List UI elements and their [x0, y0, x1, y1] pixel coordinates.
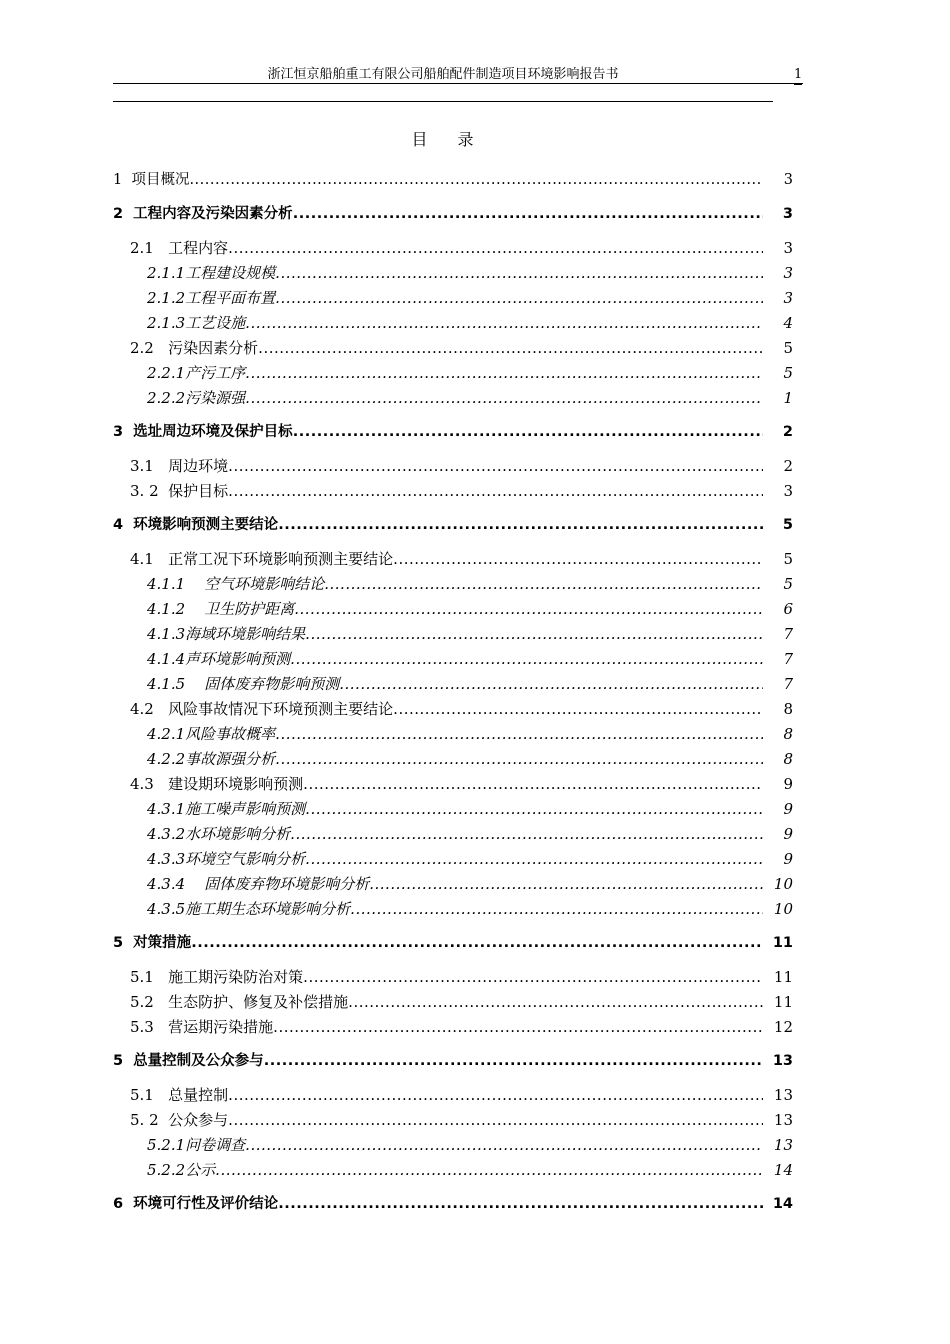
toc-entry-page: 13 — [773, 1111, 793, 1129]
toc-dot-leader — [393, 547, 763, 572]
toc-entry-page: 11 — [773, 968, 793, 986]
toc-dot-leader — [273, 1015, 763, 1040]
toc-dot-leader — [245, 386, 763, 411]
toc-dot-leader — [228, 1108, 763, 1133]
toc-entry-label: 5.2 生态防护、修复及补偿措施 — [130, 993, 349, 1011]
toc-entry-label: 6 环境可行性及评价结论 — [113, 1196, 279, 1212]
toc-dot-leader — [293, 420, 763, 445]
toc-entry[interactable] — [113, 965, 803, 990]
toc-entry-label: 3.1 周边环境 — [130, 457, 229, 475]
toc-entry-label: 4.3.3环境空气影响分析 — [147, 850, 306, 868]
toc-dot-leader — [303, 772, 763, 797]
toc-entry[interactable] — [113, 1158, 803, 1183]
toc-entry-page: 14 — [772, 1196, 793, 1212]
toc-entry[interactable] — [113, 311, 803, 336]
toc-entry-label: 2.1 工程内容 — [130, 239, 229, 257]
toc-entry-page: 3 — [782, 206, 793, 222]
toc-entry-page: 8 — [783, 700, 793, 718]
toc-dot-leader — [348, 990, 763, 1015]
toc-entry-label: 2.1.2工程平面布置 — [147, 289, 276, 307]
toc-entry-label: 2.2.2污染源强 — [147, 389, 246, 407]
toc-entry-page: 2 — [782, 424, 793, 440]
toc-dot-leader — [275, 747, 763, 772]
toc-entry-label: 1 项目概况 — [113, 172, 190, 188]
toc-dot-leader — [369, 872, 763, 897]
toc-dot-leader — [303, 965, 763, 990]
toc-entry-page: 3 — [783, 289, 793, 307]
toc-dot-leader — [228, 1083, 763, 1108]
toc-entry-label: 2.1.1工程建设规模 — [147, 264, 276, 282]
toc-entry-page: 12 — [773, 1018, 793, 1036]
toc-entry[interactable] — [113, 1108, 803, 1133]
toc-entry[interactable] — [113, 931, 803, 956]
toc-entry-page: 8 — [783, 725, 793, 743]
toc-dot-leader — [228, 236, 763, 261]
toc-entry-page: 13 — [773, 1136, 793, 1154]
toc-entry[interactable] — [113, 597, 803, 622]
toc-dot-leader — [191, 931, 763, 956]
toc-entry-label: 4.2.2事故源强分析 — [147, 750, 276, 768]
toc-entry-label: 5. 2 公众参与 — [130, 1111, 229, 1129]
toc-entry-page: 11 — [772, 935, 793, 951]
toc-entry[interactable] — [113, 872, 803, 897]
toc-entry[interactable] — [113, 1049, 803, 1074]
toc-entry[interactable] — [113, 361, 803, 386]
toc-dot-leader — [264, 1049, 763, 1074]
toc-entry-label: 3. 2 保护目标 — [130, 482, 229, 500]
toc-dot-leader — [245, 1133, 763, 1158]
toc-entry-page: 5 — [783, 550, 793, 568]
toc-entry[interactable] — [113, 479, 803, 504]
toc-entry-page: 7 — [783, 650, 793, 668]
toc-entry-page: 7 — [783, 675, 793, 693]
toc-dot-leader — [258, 336, 763, 361]
toc-dot-leader — [305, 622, 763, 647]
toc-entry-label: 4 环境影响预测主要结论 — [113, 517, 279, 533]
toc-entry-label: 4.3.1施工噪声影响预测 — [147, 800, 306, 818]
header-rule — [113, 83, 803, 84]
toc-entry[interactable] — [113, 261, 803, 286]
toc-entry[interactable] — [113, 847, 803, 872]
toc-entry-label: 2 工程内容及污染因素分析 — [113, 206, 293, 222]
toc-entry-label: 5.1 总量控制 — [130, 1086, 229, 1104]
toc-entry-label: 4.1.4声环境影响预测 — [147, 650, 291, 668]
toc-entry-label: 4.2 风险事故情况下环境预测主要结论 — [130, 700, 394, 718]
toc-entry[interactable] — [113, 386, 803, 411]
toc-entry-page: 10 — [773, 900, 793, 918]
toc-dot-leader — [215, 1158, 763, 1183]
toc-entry-label: 5 总量控制及公众参与 — [113, 1053, 264, 1069]
header-title: 浙江恒京船舶重工有限公司船舶配件制造项目环境影响报告书 — [267, 67, 619, 82]
toc-entry[interactable] — [113, 572, 803, 597]
toc-entry-page: 5 — [783, 339, 793, 357]
toc-entry-page: 5 — [783, 575, 793, 593]
toc-entry[interactable] — [113, 797, 803, 822]
toc-dot-leader — [350, 897, 763, 922]
toc-entry-page: 9 — [783, 825, 793, 843]
page-header — [113, 66, 803, 88]
toc-dot-leader — [294, 597, 763, 622]
toc-entry[interactable] — [113, 672, 803, 697]
toc-dot-leader — [275, 722, 763, 747]
toc-entry-label: 3 选址周边环境及保护目标 — [113, 424, 293, 440]
toc-entry-page: 3 — [783, 264, 793, 282]
toc-dot-leader — [305, 797, 763, 822]
toc-dot-leader — [245, 361, 763, 386]
toc-entry-label: 4.1.2 卫生防护距离 — [147, 600, 295, 618]
toc-entry-page: 1 — [783, 389, 793, 407]
toc-entry-page: 3 — [783, 172, 793, 188]
toc-entry-page: 6 — [783, 600, 793, 618]
toc-entry[interactable] — [113, 1015, 803, 1040]
toc-entry-label: 4.1 正常工况下环境影响预测主要结论 — [130, 550, 394, 568]
table-of-contents — [113, 168, 803, 1226]
toc-dot-leader — [278, 513, 763, 538]
toc-entry-page: 5 — [783, 364, 793, 382]
toc-entry-label: 5.2.2公示 — [147, 1161, 216, 1179]
toc-entry[interactable] — [113, 990, 803, 1015]
toc-entry-label: 4.1.3海域环境影响结果 — [147, 625, 306, 643]
toc-entry[interactable] — [113, 454, 803, 479]
toc-entry-label: 4.2.1风险事故概率 — [147, 725, 276, 743]
toc-entry[interactable] — [113, 236, 803, 261]
toc-entry[interactable] — [113, 1192, 803, 1217]
toc-entry[interactable] — [113, 168, 803, 193]
toc-dot-leader — [393, 697, 763, 722]
toc-entry-page: 9 — [783, 800, 793, 818]
toc-dot-leader — [228, 479, 763, 504]
toc-entry[interactable] — [113, 1133, 803, 1158]
toc-entry[interactable] — [113, 647, 803, 672]
toc-dot-leader — [278, 1192, 763, 1217]
header-double-rule — [113, 101, 773, 102]
toc-dot-leader — [189, 168, 763, 193]
toc-entry-label: 4.3.5施工期生态环境影响分析 — [147, 900, 351, 918]
toc-entry-label: 2.1.3工艺设施 — [147, 314, 246, 332]
toc-entry-page: 13 — [772, 1053, 793, 1069]
toc-entry[interactable] — [113, 822, 803, 847]
toc-entry[interactable] — [113, 513, 803, 538]
toc-entry-label: 5.3 营运期污染措施 — [130, 1018, 274, 1036]
toc-entry-page: 5 — [782, 517, 793, 533]
toc-entry-page: 9 — [783, 775, 793, 793]
toc-dot-leader — [290, 647, 763, 672]
toc-entry-label: 5.1 施工期污染防治对策 — [130, 968, 304, 986]
toc-entry-label: 4.3.4 固体废弃物环境影响分析 — [147, 875, 370, 893]
toc-dot-leader — [305, 847, 763, 872]
toc-entry-page: 8 — [783, 750, 793, 768]
toc-dot-leader — [245, 311, 763, 336]
toc-entry[interactable] — [113, 547, 803, 572]
toc-entry-page: 9 — [783, 850, 793, 868]
toc-entry[interactable] — [113, 420, 803, 445]
toc-entry-label: 2.2 污染因素分析 — [130, 339, 259, 357]
toc-entry-page: 11 — [773, 993, 793, 1011]
toc-entry-label: 4.3 建设期环境影响预测 — [130, 775, 304, 793]
toc-entry[interactable] — [113, 697, 803, 722]
toc-entry-label: 5.2.1问卷调查 — [147, 1136, 246, 1154]
toc-entry-label: 5 对策措施 — [113, 935, 192, 951]
toc-dot-leader — [324, 572, 763, 597]
toc-entry-label: 4.3.2水环境影响分析 — [147, 825, 291, 843]
toc-entry[interactable] — [113, 336, 803, 361]
toc-entry-page: 3 — [783, 239, 793, 257]
toc-entry[interactable] — [113, 286, 803, 311]
header-page-number: 1 — [794, 66, 802, 85]
toc-dot-leader — [275, 286, 763, 311]
toc-dot-leader — [275, 261, 763, 286]
toc-entry-page: 2 — [783, 457, 793, 475]
toc-dot-leader — [228, 454, 763, 479]
toc-entry[interactable] — [113, 897, 803, 922]
toc-entry-label: 4.1.5 固体废弃物影响预测 — [147, 675, 340, 693]
toc-entry[interactable] — [113, 202, 803, 227]
toc-dot-leader — [290, 822, 763, 847]
toc-entry-label: 2.2.1产污工序 — [147, 364, 246, 382]
toc-entry-page: 3 — [783, 482, 793, 500]
toc-dot-leader — [293, 202, 763, 227]
toc-entry-label: 4.1.1 空气环境影响结论 — [147, 575, 325, 593]
toc-entry[interactable] — [113, 1083, 803, 1108]
toc-dot-leader — [339, 672, 763, 697]
toc-entry-page: 4 — [783, 314, 793, 332]
toc-entry[interactable] — [113, 772, 803, 797]
toc-entry-page: 14 — [773, 1161, 793, 1179]
toc-entry[interactable] — [113, 747, 803, 772]
toc-entry[interactable] — [113, 722, 803, 747]
toc-title: 目录 — [411, 130, 504, 149]
toc-entry-page: 10 — [773, 875, 793, 893]
toc-entry-page: 13 — [773, 1086, 793, 1104]
toc-entry-page: 7 — [783, 625, 793, 643]
toc-entry[interactable] — [113, 622, 803, 647]
